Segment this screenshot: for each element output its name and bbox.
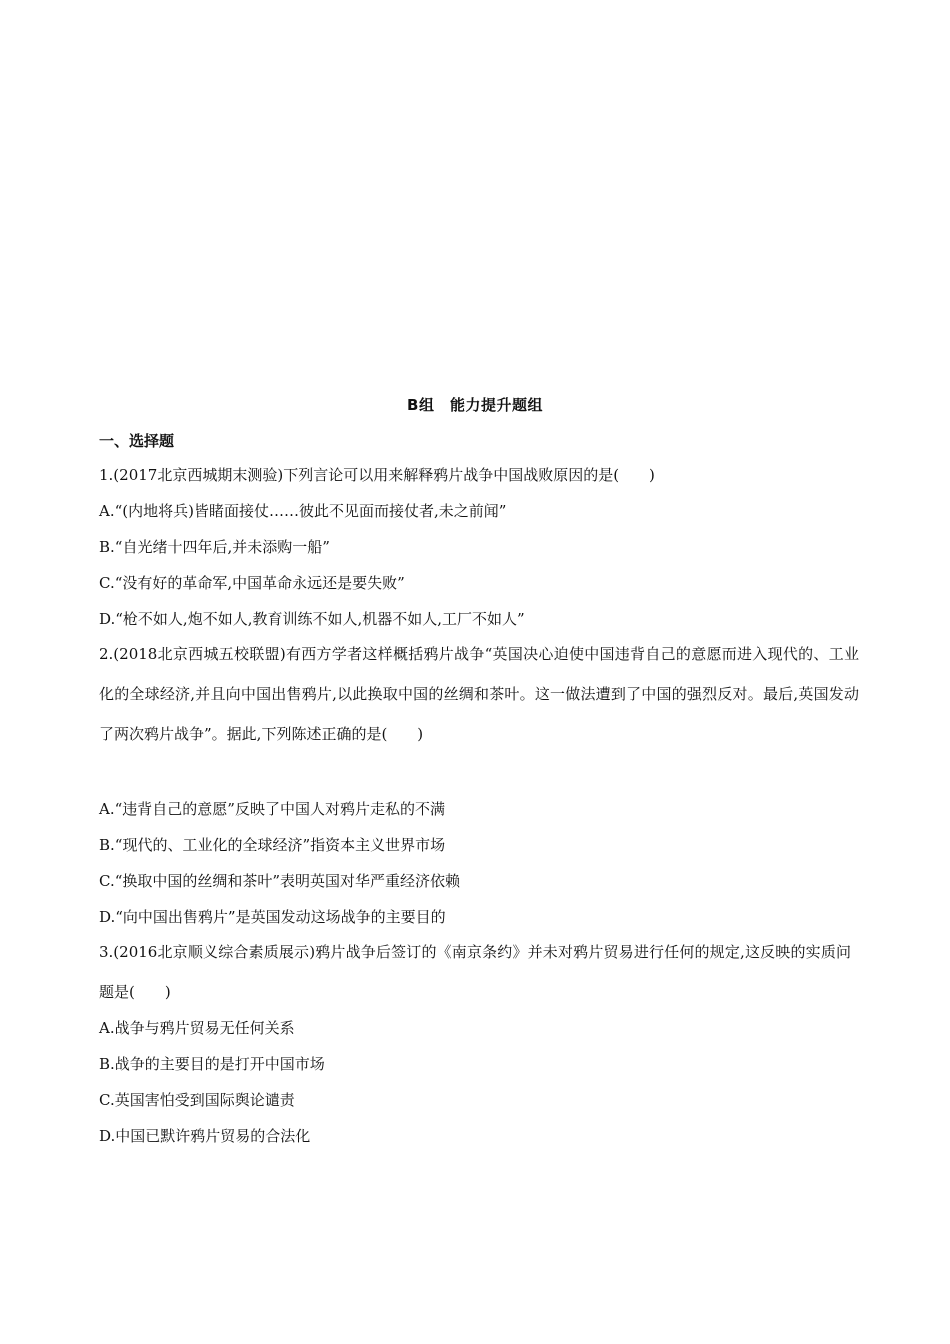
question-1-option-c: C.“没有好的革命军,中国革命永远还是要失败”	[99, 574, 405, 592]
question-2-option-d: D.“向中国出售鸦片”是英国发动这场战争的主要目的	[99, 908, 446, 926]
question-2-option-c: C.“换取中国的丝绸和茶叶”表明英国对华严重经济依赖	[99, 872, 461, 890]
question-2-option-b: B.“现代的、工业化的全球经济”指资本主义世界市场	[99, 836, 446, 854]
question-3-option-a: A.战争与鸦片贸易无任何关系	[99, 1019, 295, 1037]
question-3-stem: 3.(2016北京顺义综合素质展示)鸦片战争后签订的《南京条约》并未对鸦片贸易进行任何的规定,这反映的实质问题是( )	[99, 943, 851, 1001]
question-1-option-b: B.“自光绪十四年后,并未添购一船”	[99, 538, 330, 556]
section-title: B组 能力提升题组	[407, 396, 543, 414]
question-1-option-a: A.“(内地将兵)皆睹面接仗……彼此不见面而接仗者,未之前闻”	[99, 502, 507, 520]
question-3-option-b: B.战争的主要目的是打开中国市场	[99, 1055, 325, 1073]
part-title: 一、选择题	[99, 432, 175, 450]
question-1-stem: 1.(2017北京西城期末测验)下列言论可以用来解释鸦片战争中国战败原因的是( )	[99, 466, 655, 484]
question-2-stem: 2.(2018北京西城五校联盟)有西方学者这样概括鸦片战争“英国决心迫使中国违背自己的意愿而进入现代的、工业化的全球经济,并且向中国出售鸦片,以此换取中国的丝绸和茶叶。这一做法遭到了中国的强烈反对。最后,英国发动了两次鸦片战争”。据此,下列陈述正确的是( )	[99, 645, 859, 743]
question-3-option-c: C.英国害怕受到国际舆论谴责	[99, 1091, 295, 1109]
question-2-option-a: A.“违背自己的意愿”反映了中国人对鸦片走私的不满	[99, 800, 445, 818]
question-1-option-d: D.“枪不如人,炮不如人,教育训练不如人,机器不如人,工厂不如人”	[99, 610, 525, 628]
question-3-option-d: D.中国已默许鸦片贸易的合法化	[99, 1127, 311, 1145]
